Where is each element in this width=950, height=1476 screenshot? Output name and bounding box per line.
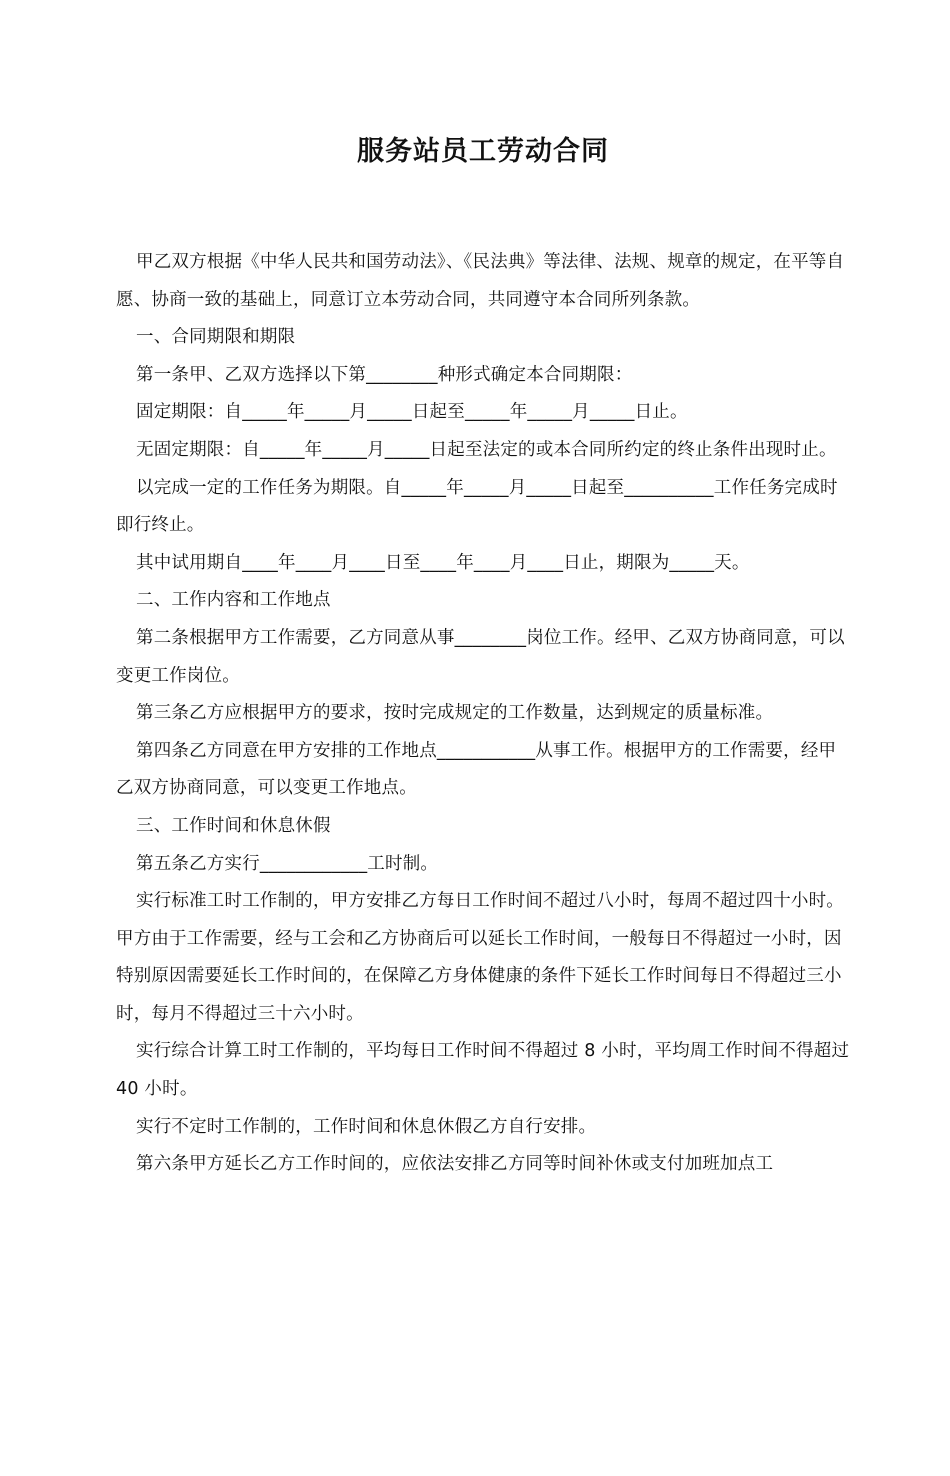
paragraph-article-3: 第三条乙方应根据甲方的要求，按时完成规定的工作数量，达到规定的质量标准。 <box>136 703 774 724</box>
paragraph-standard-hours: 实行标准工时工作制的，甲方安排乙方每日工作时间不超过八小时，每周不超过四十小时。甲方由于工作需要，经与工会和乙方协商后可以延长工作时间，一般每日不得超过一小时，因特别原因需要延长工作时间的，在保障乙方身体健康的条件下延长工作时间每日不得超过三小时，每月不得超过三十六小时。 <box>116 891 844 1024</box>
section-heading-work-hours: 三、工作时间和休息休假 <box>136 815 331 836</box>
paragraph-probation: 其中试用期自____年____月____日至____年____月____日止，期限为_____天。 <box>136 552 750 573</box>
paragraph-comprehensive-hours: 实行综合计算工时工作制的，平均每日工作时间不得超过 8 小时，平均周工作时间不得超过 40 小时。 <box>116 1041 850 1100</box>
paragraph-preamble: 甲乙双方根据《中华人民共和国劳动法》、《民法典》等法律、法规、规章的规定，在平等自愿、协商一致的基础上，同意订立本劳动合同，共同遵守本合同所列条款。 <box>116 252 845 310</box>
paragraph-article-6: 第六条甲方延长乙方工作时间的，应依法安排乙方同等时间补休或支付加班加点工 <box>136 1154 774 1175</box>
paragraph-flexible-hours: 实行不定时工作制的，工作时间和休息休假乙方自行安排。 <box>136 1116 597 1137</box>
paragraph-article-2: 第二条根据甲方工作需要，乙方同意从事________岗位工作。经甲、乙双方协商同意，可以变更工作岗位。 <box>116 627 845 686</box>
document-page <box>0 132 950 1476</box>
document-title: 服务站员工劳动合同 <box>357 136 609 167</box>
section-heading-work-content: 二、工作内容和工作地点 <box>136 590 331 611</box>
paragraph-article-1: 第一条甲、乙双方选择以下第________种形式确定本合同期限： <box>136 364 633 385</box>
paragraph-fixed-term: 固定期限：自_____年_____月_____日起至_____年_____月_____日止。 <box>136 402 688 423</box>
document-body <box>116 244 850 1184</box>
paragraph-open-term: 无固定期限：自_____年_____月_____日起至法定的或本合同所约定的终止条件出现时止。 <box>136 439 837 460</box>
paragraph-article-5: 第五条乙方实行____________工时制。 <box>136 853 439 874</box>
paragraph-article-4: 第四条乙方同意在甲方安排的工作地点___________从事工作。根据甲方的工作需要，经甲乙双方协商同意，可以变更工作地点。 <box>116 740 837 799</box>
paragraph-task-term: 以完成一定的工作任务为期限。自_____年_____月_____日起至__________工作任务完成时即行终止。 <box>116 477 838 536</box>
section-heading-contract-term: 一、合同期限和期限 <box>136 327 296 348</box>
